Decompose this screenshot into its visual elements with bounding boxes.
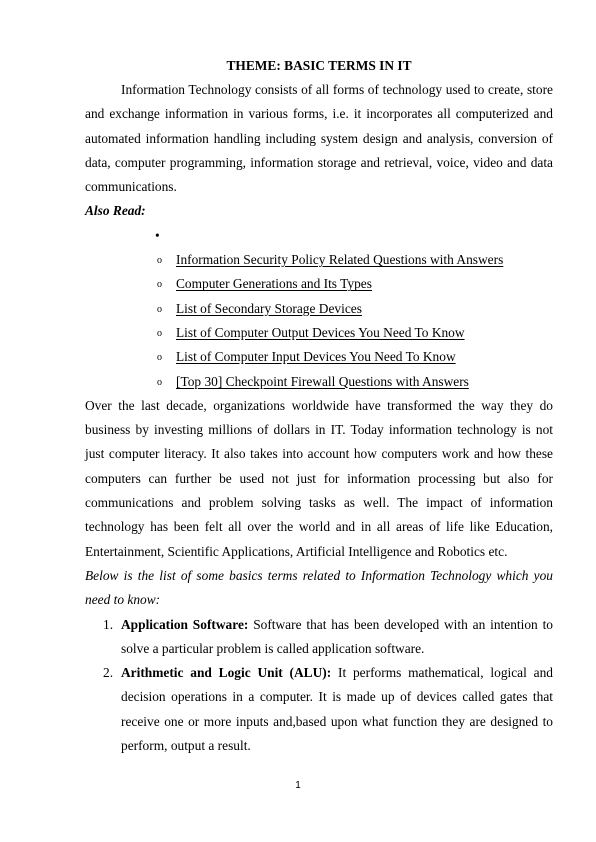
circle-bullet-icon: o — [157, 255, 162, 267]
link-output-devices[interactable]: List of Computer Output Devices You Need To Know — [176, 324, 465, 340]
term-name: Application Software: — [121, 616, 249, 632]
page-title: THEME: BASIC TERMS IN IT — [226, 58, 412, 73]
term-item — [85, 661, 553, 758]
circle-bullet-icon: o — [157, 279, 162, 291]
also-read-list — [85, 248, 553, 394]
term-name: Arithmetic and Logic Unit (ALU): — [121, 665, 332, 681]
term-item — [85, 613, 553, 662]
list-item — [85, 321, 553, 345]
item-number: 2. — [103, 665, 114, 681]
body-paragraph: Over the last decade, organizations worldwide have transformed the way they do business by investing millions of dollars in IT. Today information technology is not just computer literacy. It also takes into account how computers work and how these computers can further be used not just for information processing but also for communications and problem solving tasks as well. The impact of information technology has been felt all over the world and in all areas of life like Education, Entertainment, Scientific Applications, Artificial Intelligence and Robotics etc. — [85, 397, 553, 559]
item-number: 1. — [103, 616, 114, 632]
link-computer-generations[interactable]: Computer Generations and Its Types — [176, 276, 372, 292]
list-item — [85, 248, 553, 272]
link-input-devices[interactable]: List of Computer Input Devices You Need To Know — [176, 349, 456, 365]
link-infosec-policy[interactable]: Information Security Policy Related Questions with Answers — [176, 252, 504, 268]
circle-bullet-icon: o — [157, 352, 162, 364]
link-checkpoint-firewall[interactable]: [Top 30] Checkpoint Firewall Questions with Answers — [176, 373, 469, 389]
intro-paragraph: Information Technology consists of all forms of technology used to create, store and exchange information in various forms, i.e. it incorporates all computerized and automated information handling including system design and analysis, conversion of data, computer programming, information storage and retrieval, voice, video and data communications. — [85, 82, 553, 195]
list-item — [85, 345, 553, 369]
document-page — [85, 54, 553, 758]
also-read-label: Also Read: — [85, 203, 146, 219]
circle-bullet-icon: o — [157, 303, 162, 315]
circle-bullet-icon: o — [157, 376, 162, 388]
bullet-icon: • — [155, 227, 160, 243]
list-item — [85, 297, 553, 321]
term-description: Software that has been developed with an intention to solve a particular problem is called application software. — [121, 616, 553, 656]
list-intro: Below is the list of some basics terms related to Information Technology which you need to know: — [85, 567, 553, 608]
link-secondary-storage[interactable]: List of Secondary Storage Devices — [176, 300, 362, 316]
list-item — [85, 272, 553, 296]
page-number: 1 — [295, 780, 301, 791]
term-description: It performs mathematical, logical and decision operations in a computer. It is made up of devices called gates that receive one or more inputs and,based upon what function they are designed to perform, output a result. — [121, 665, 553, 754]
list-item — [85, 370, 553, 394]
circle-bullet-icon: o — [157, 327, 162, 339]
terms-list — [85, 613, 553, 759]
empty-bullet — [85, 224, 553, 248]
